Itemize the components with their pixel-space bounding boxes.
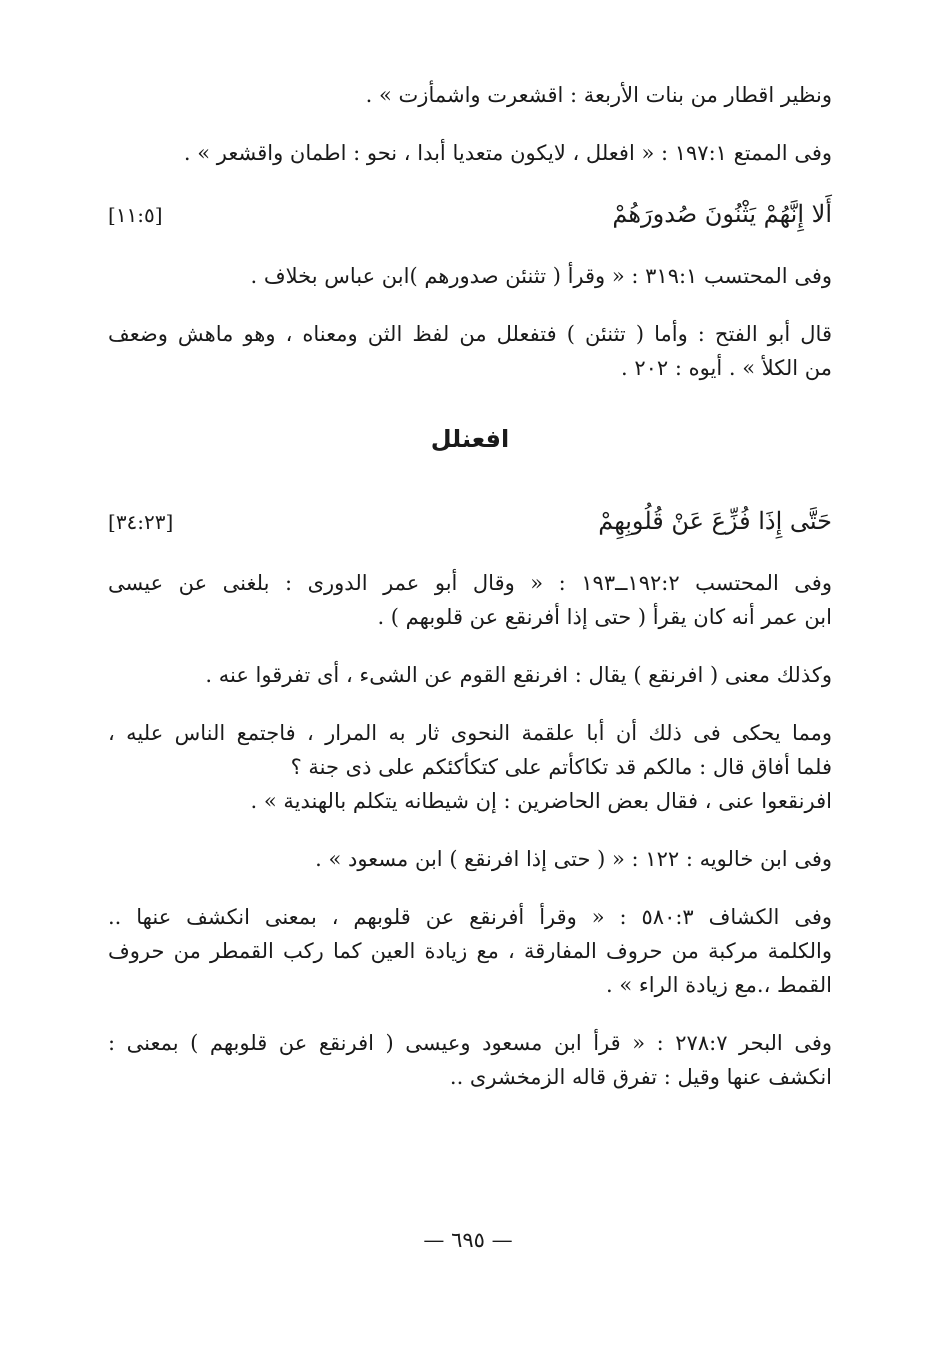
paragraph-8 xyxy=(108,842,832,876)
text-line: وفى البحر ٢٧٨:٧ : « قرأ ابن مسعود وعيسى ( افرنقع عن قلوبهم ) بمعنى : xyxy=(108,1031,833,1055)
text-line: القمط ،.مع زيادة الراء » . xyxy=(606,973,832,997)
paragraph-2 xyxy=(108,136,832,170)
paragraph-4 xyxy=(108,317,832,385)
paragraph-7 xyxy=(108,716,832,818)
paragraph-6 xyxy=(108,658,832,692)
text-line: افرنقعوا عنى ، فقال بعض الحاضرين : إن شيطانه يتكلم بالهندية » . xyxy=(250,789,832,813)
text-line: ومما يحكى فى ذلك أن أبا علقمة النحوى ثار به المرار ، فاجتمع الناس عليه ، xyxy=(108,721,832,745)
text-line: انكشف عنها وقيل : تفرق قاله الزمخشرى .. xyxy=(449,1065,832,1089)
text-line: والكلمة مركبة من حروف المفارقة ، مع زيادة العين كما ركب القمطر من حروف xyxy=(108,939,832,963)
text-line: وفى المحتسب ١٩٢:٢ــ١٩٣ : « وقال أبو عمر الدورى : بلغنى عن عيسى xyxy=(108,571,832,595)
paragraph-3 xyxy=(108,259,832,293)
text-line: وفى الممتع ١٩٧:١ : « افعلل ، لايكون متعديا أبدا ، نحو : اطمان واقشعر » . xyxy=(183,141,832,165)
quran-verse-2 xyxy=(108,501,832,542)
paragraph-5 xyxy=(108,566,832,634)
paragraph-1 xyxy=(108,78,832,112)
text-line: ابن عمر أنه كان يقرأ ( حتى إذا أفرنقع عن قلوبهم ) . xyxy=(377,605,832,629)
text-line: ونظير اقطار من بنات الأربعة : اقشعرت واشمأزت » . xyxy=(365,83,832,107)
text-line: وفى المحتسب ٣١٩:١ : « وقرأ ( تثنئن صدورهم )ابن عباس بخلاف . xyxy=(250,264,832,288)
text-line: وفى الكشاف ٥٨٠:٣ : « وقرأ أفرنقع عن قلوبهم ، بمعنى انكشف عنها .. xyxy=(108,905,832,929)
verse-reference: [١١:٥] xyxy=(108,203,163,227)
text-line: فلما أفاق قال : مالكم قد تكاكأتم على كتكأكئكم على ذى جنة ؟ xyxy=(290,755,832,779)
section-heading: افعنلل xyxy=(430,425,510,453)
paragraph-9 xyxy=(108,900,832,1002)
quran-verse-1 xyxy=(108,194,832,235)
verse-reference: [٣٤:٢٣] xyxy=(108,510,174,534)
verse-text: حَتَّى إِذَا فُزِّعَ عَنْ قُلُوبِهِمْ xyxy=(598,507,832,535)
text-line: وفى ابن خالويه : ١٢٢ : « ( حتى إذا افرنقع ) ابن مسعود » . xyxy=(315,847,832,871)
paragraph-10 xyxy=(108,1026,832,1094)
page-number: — ٦٩٥ — xyxy=(423,1228,513,1252)
text-line: من الكلأ » . أيوه : ٢٠٢ . xyxy=(621,356,832,380)
text-line: وكذلك معنى ( افرنقع ) يقال : افرنقع القوم عن الشىء ، أى تفرقوا عنه . xyxy=(205,663,832,687)
text-line: قال أبو الفتح : وأما ( تثنئن ) فتفعلل من لفظ الثن ومعناه ، وهو ماهش وضعف xyxy=(108,322,832,346)
verse-text: أَلا إِنَّهُمْ يَثْنُونَ صُدورَهُمْ xyxy=(612,200,832,228)
